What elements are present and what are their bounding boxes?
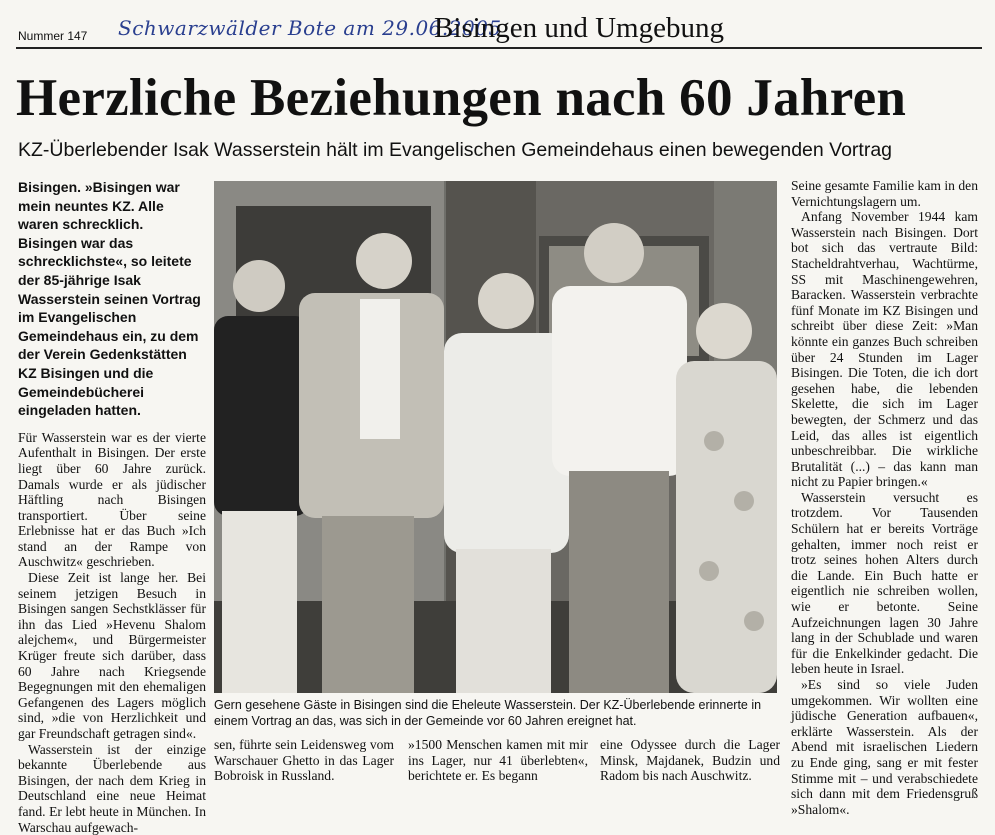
article-column-2	[214, 737, 394, 784]
article-column-4	[600, 737, 780, 784]
header-rule	[16, 47, 982, 49]
paragraph: Anfang November 1944 kam Wasserstein nach Bisingen. Dort bot sich das vertraute Bild: Stacheldrahtverhau, Wachtürme, SS mit Maschinengewehren, Baracken. Wasserstein verbrachte fünf Monate im KZ Bisingen und schreibt über diese Zeit: »Man könnte ein ganzes Buch schreiben über 24 Stunden im Lager Bisingen. Die Toten, die ich dort gesehen habe, die lebenden Skelette, die sich im Lager bewegten, der Schmerz und das Leid, das alles ist eigentlich unbeschreibbar. Die wirkliche Brutalität (...) – das kann man nicht zu Papier bringen.«	[791, 209, 978, 490]
issue-number: Nummer 147	[18, 29, 88, 43]
paragraph: Seine gesamte Familie kam in den Vernichtungslagern um.	[791, 178, 978, 209]
photo-illustration	[214, 181, 777, 693]
article-column-5	[791, 178, 978, 817]
paragraph: Diese Zeit ist lange her. Bei seinem jetzigen Besuch in Bisingen sangen Sechstklässer für ihn das Lied »Hevenu Shalom alejchem«, und Bürgermeister Krüger freute sich darüber, dass 60 Jahre nach Kriegsende Begegnungen mit den ehemaligen Gefangenen des Lagers möglich sind, »die von Herzlichkeit und gar Freundschaft getragen sind«.	[18, 570, 206, 741]
handwritten-source-note: Schwarzwälder Bote am 29.06.2005	[118, 16, 502, 40]
news-photo	[214, 181, 777, 693]
headline: Herzliche Beziehungen nach 60 Jahren	[16, 69, 907, 127]
section-title: Bisingen und Umgebung	[434, 12, 724, 44]
lead-paragraph: Bisingen. »Bisingen war mein neuntes KZ. Alle waren schrecklich. Bisingen war das schrecklichste«, so leitete der 85-jährige Isak Wasserstein seinen Vortrag im Evangelischen Gemeindehaus ein, zu dem der Verein Gedenkstätten KZ Bisingen und die Gemeindebücherei eingeladen hatten.	[18, 179, 201, 419]
paragraph: eine Odyssee durch die Lager Minsk, Majdanek, Budzin und Radom bis nach Auschwitz.	[600, 737, 780, 784]
article-column-3	[408, 737, 588, 784]
paragraph: Wasserstein ist der einzige bekannte Überlebende aus Bisingen, der nach dem Krieg in Deutschland eine neue Heimat fand. Er lebt heute in München. In Warschau aufgewach-	[18, 741, 206, 835]
paragraph: »1500 Menschen kamen mit mir ins Lager, nur 41 überlebten«, berichtete er. Es begann	[408, 737, 588, 784]
paragraph: »Es sind so viele Juden umgekommen. Wir wollten eine jüdische Generation aufbauen«, erklärte Wasserstein. Als der Abend mit israelischen Liedern zu Ende ging, sang er mit fester Stimme mit – und verabschiedete sich dann mit dem Friedensgruß »Shalom«.	[791, 677, 978, 817]
subheadline: KZ-Überlebender Isak Wasserstein hält im Evangelischen Gemeindehaus einen bewegenden Vortrag	[18, 139, 893, 161]
paragraph: Wasserstein versucht es trotzdem. Vor Tausenden Schülern hat er bereits Vorträge gehalten, immer noch reist er trotz seines hohen Alters durch die Lande. Ein Buch hatte er eigentlich nie schreiben wollen, wie er betonte. Seine Aufzeichnungen lagen 30 Jahre lang in der Schublade und waren für die Enkelkinder gedacht. Die leben heute in Israel.	[791, 489, 978, 677]
photo-caption: Gern gesehene Gäste in Bisingen sind die Eheleute Wasserstein. Der KZ-Überlebende erinnerte in einem Vortrag an das, was sich in der Gemeinde vor 60 Jahren ereignet hat.	[214, 698, 762, 728]
paragraph: Für Wasserstein war es der vierte Aufenthalt in Bisingen. Der erste liegt über 60 Jahre zurück. Damals wurde er als jüdischer Häftling nach Bisingen transportiert. Über seine Erlebnisse hat er das Buch »Ich stand an der Rampe von Auschwitz« geschrieben.	[18, 429, 206, 570]
paragraph: sen, führte sein Leidensweg vom Warschauer Ghetto in das Lager Bobroisk in Russland.	[214, 737, 394, 784]
article-column-1	[18, 178, 206, 835]
